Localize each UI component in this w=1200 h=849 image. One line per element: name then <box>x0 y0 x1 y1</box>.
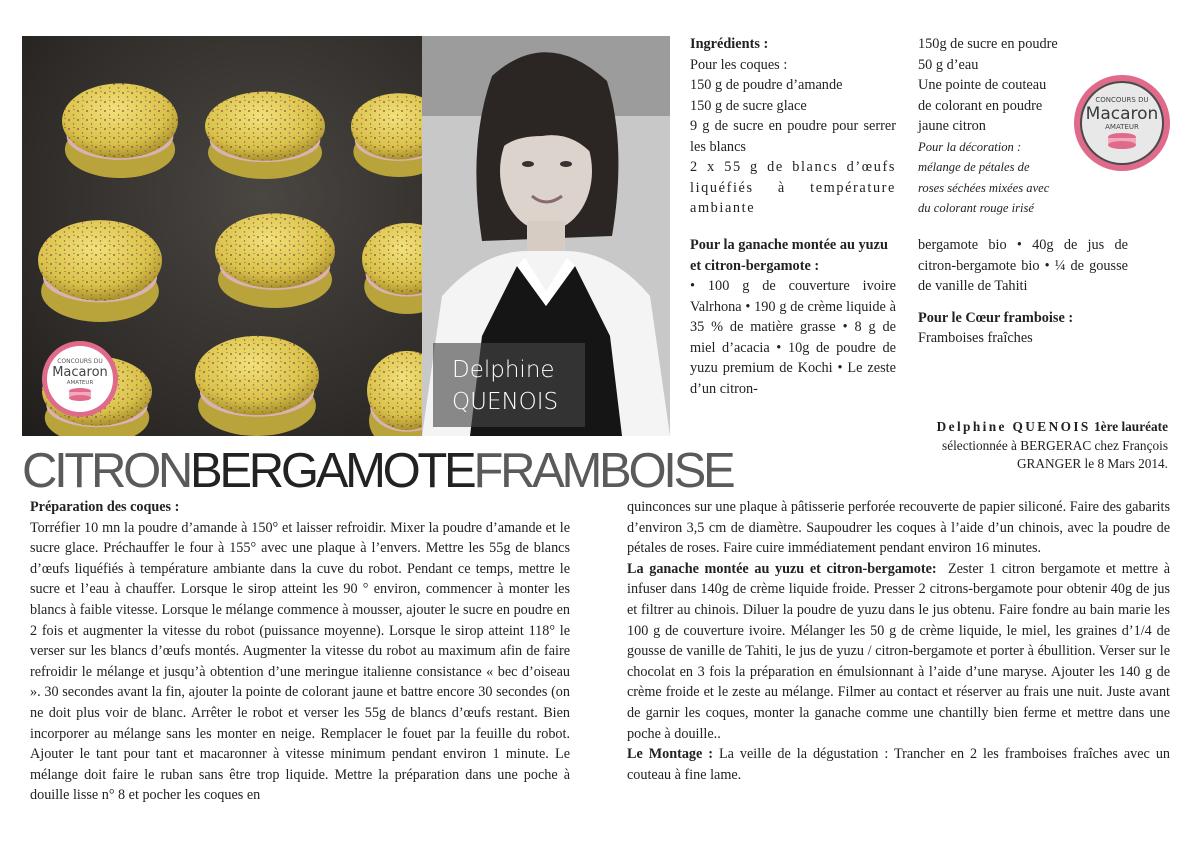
coques-preparation-title: Préparation des coques : <box>30 499 180 515</box>
coeur-title: Pour le Cœur framboise : <box>918 309 1074 326</box>
preparation-left-column <box>30 497 570 806</box>
decoration-text: mélange de pétales de roses séchées mixées avec du colorant rouge irisé <box>918 160 1050 215</box>
macaron <box>195 336 319 436</box>
ingredient-item: 150 g de poudre d’amande <box>690 77 843 93</box>
headline-framboise: FRAMBOISE <box>473 444 733 498</box>
macaron <box>367 351 422 436</box>
recipe-headline <box>22 446 732 496</box>
ingredient-item: 150g de sucre en poudre <box>918 36 1058 52</box>
coques-preparation-text: Torréfier 10 mn la poudre d’amande à 150° et laisser refroidir. Mixer la poudre d’amande et le sucre glace. Préchauffer le four à 155° avec une plaque à l’envers. Mettre les 55g de blancs d’œufs liquéfiés à température ambiante dans la cuve du robot. Pendant ce temps, mettre le sucre et l’eau à chauffer. Lorsque le sirop atteint les 90 ° environ, commencer à monter les blancs à faible vitesse. Lorsque le mélange commence à mousser, ajouter le sucre en poudre en 2 fois et augmenter la vitesse du robot (puissance moyenne). Lorsque le sirop atteint 118° le verser sur les blancs d’œufs montés. Augmenter la vitesse du robot au maximum afin de faire refroidir le mélange et jusqu’à obtention d’une meringue italienne consistance « bec d’oiseau ». 30 secondes avant la fin, ajouter la pointe de colorant jaune et battre encore 30 secondes (on ne doit plus voir de blanc. Arrêter le robot et verser les 55g de blancs d’œufs restant. Bien incorporer au mélange sans les monter en neige. Remplacer le fouet par la feuille du robot. Ajouter le tant pour tant et macaronner à vitesse minimum pendant environ 1 minute. Le mélange doit faire le ruban sans être trop liquide. Mettre la préparation dans une poche à douille lisse n° 8 et pocher les coques en <box>30 519 570 804</box>
svg-text:AMATEUR: AMATEUR <box>1105 123 1139 131</box>
ingredient-item: 2 x 55 g de blancs d’œufs liquéfiés à température ambiante <box>690 159 896 216</box>
coeur-text: Framboises fraîches <box>918 330 1033 346</box>
svg-text:Macaron: Macaron <box>52 365 108 380</box>
laureate-note <box>900 418 1168 474</box>
montage-title: Le Montage : <box>627 746 714 763</box>
montage-section <box>627 744 1170 785</box>
montage-text: La veille de la dégustation : Trancher en 2 les framboises fraîches avec un couteau à fine lame. <box>627 746 1171 783</box>
contest-badge-small <box>40 339 120 424</box>
contest-badge-large <box>1072 73 1172 178</box>
ingredient-item: 150 g de sucre glace <box>690 97 807 114</box>
macaron <box>215 213 335 308</box>
ingredients-column-a <box>690 34 896 219</box>
ingredients-title: Ingrédients : <box>690 36 769 52</box>
ganache-preparation <box>627 559 1170 744</box>
macaron-photo <box>22 36 422 436</box>
portrait-name <box>452 354 558 418</box>
ganache-ingredients-b: bergamote bio • 40g de jus de citron-bergamote bio • ¼ de gousse de vanille de Tahiti <box>918 237 1128 294</box>
svg-text:AMATEUR: AMATEUR <box>66 380 94 386</box>
laureate-name: Delphine QUENOIS <box>936 419 1091 434</box>
ganache-preparation-text: Zester 1 citron bergamote et mettre à infuser dans 140g de crème liquide froide. Presser 2 citrons-bergamote pour obtenir 40g de jus et filtrer au chinois. Diluer la poudre de yuzu dans le jus obtenu. Faire fondre au bain marie les 100 g de couverture ivoire. Mélanger les 50 g de crème liquide, le miel, les graines d’1/4 de gousse de vanille de Tahiti, le jus de yuzu / citron-bergamote et porter à ébullition. Verser sur le chocolat en 3 fois la préparation en émulsionnant à l’aide d’une maryse. Ajouter les 140 g de crème froide et le zeste au mélange. Filmer au contact et réserver au frais une nuit. Juste avant de garnir les coques, monter la ganache comme une chantilly bien ferme et mettre dans une poche à douille.. <box>627 560 1170 742</box>
macaron <box>351 93 422 177</box>
ganache-column-a <box>690 235 896 399</box>
portrait-last-name: QUENOIS <box>452 389 559 415</box>
macaron <box>205 92 325 179</box>
ganache-column-b <box>918 235 1128 349</box>
headline-citron: CITRON <box>22 444 191 498</box>
svg-text:Macaron: Macaron <box>1085 104 1159 124</box>
coques-preparation-continued: quinconces sur une plaque à pâtisserie perforée recouverte de papier siliconé. Faire des gabarits d’environ 3,5 cm de diamètre. Saupoudrer les coques à l’aide d’un chinois, avec la poudre de pétales de roses. Faire cuire immédiatement pendant environ 16 minutes. <box>627 499 1170 557</box>
laureate-text: sélectionnée à BERGERAC chez François GRANGER le 8 Mars 2014. <box>942 437 1168 471</box>
svg-text:CONCOURS DU: CONCOURS DU <box>1095 96 1149 104</box>
macaron <box>362 223 422 314</box>
coques-intro: Pour les coques : <box>690 56 788 73</box>
svg-text:CONCOURS DU: CONCOURS DU <box>57 358 103 365</box>
decoration-title: Pour la décoration : <box>918 139 1022 154</box>
headline-bergamote: BERGAMOTE <box>190 444 474 498</box>
ganache-ingredients-a: • 100 g de couverture ivoire Valrhona • 190 g de crème liquide à 35 % de matière grasse • 8 g de miel d’acacia • 10g de poudre de yuzu premium de Kochi • Le zeste d’un citron- <box>690 278 896 397</box>
preparation-right-column <box>627 497 1170 785</box>
laureate-rank: 1ère lauréate <box>1094 419 1168 434</box>
ganache-title: Pour la ganache montée au yuzu et citron-bergamote : <box>690 237 888 274</box>
ganache-preparation-title: La ganache montée au yuzu et citron-bergamote: <box>627 560 937 577</box>
macaron <box>38 220 162 322</box>
ingredient-item: Une pointe de couteau de colorant en poudre jaune citron <box>918 77 1047 134</box>
ingredient-item: 50 g d’eau <box>918 56 979 73</box>
portrait-first-name: Delphine <box>452 357 555 383</box>
macaron <box>62 83 178 178</box>
ingredient-item: 9 g de sucre en poudre pour serrer les blancs <box>690 118 896 155</box>
